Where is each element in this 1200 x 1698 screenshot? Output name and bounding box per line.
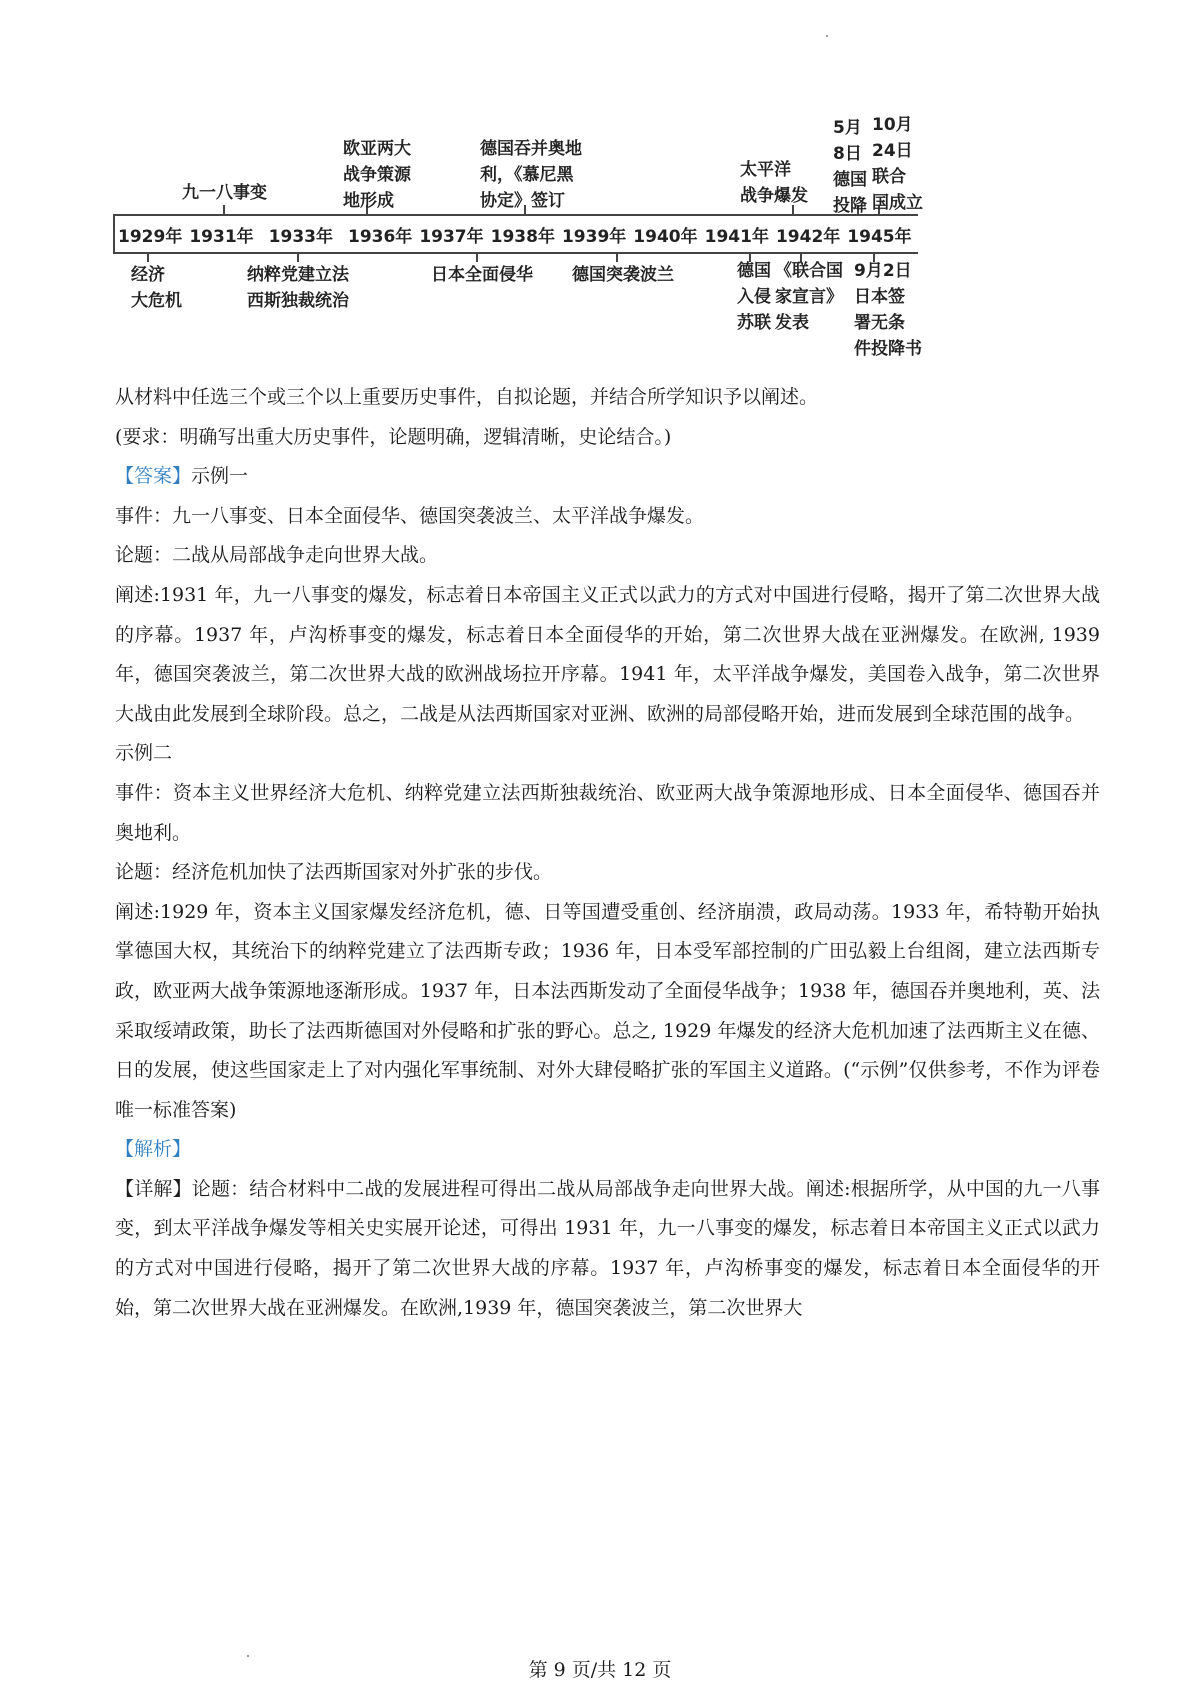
event-label-below: 日本全面侵华 [431,265,533,285]
year-label: 1929年 [118,227,183,247]
event-label-above: 德国吞并奥地 利，《慕尼黑 协定》签订 [480,139,582,211]
year-label: 1937年 [419,227,484,247]
timeline-diagram [0,0,1200,370]
year-label: 1940年 [633,227,698,247]
analysis-detail [115,1170,1100,1328]
example2-events: 事件：资本主义世界经济大危机、纳粹党建立法西斯独裁统治、欧亚两大战争策源地形成、日本全面侵华、德国吞并奥地利。 [115,781,1100,844]
question-prompt: 从材料中任选三个或三个以上重要历史事件，自拟论题，并结合所学知识予以阐述。 [115,386,819,408]
year-label: 1938年 [490,227,555,247]
tick-1929-below [147,252,149,262]
event-label-above: 5月 8日 德国 投降 [833,118,867,216]
event-label-above: 九一八事变 [182,183,267,203]
event-label-below: 德国突袭波兰 [572,265,674,285]
event-label-above: 欧亚两大 战争策源 地形成 [343,139,411,211]
event-label-below: 9月2日 日本签 署无条 件投降书 [854,261,922,359]
tick-1933-below [297,252,299,262]
year-label: 1939年 [561,227,627,247]
tick-1939-below [616,252,618,262]
timeline-years [118,222,938,247]
example2-body: 阐述:1929 年，资本主义国家爆发经济危机，德、日等国遭受重创、经济崩溃，政局动荡。1933 年，希特勒开始执掌德国大权，其统治下的纳粹党建立了法西斯专政；1936 年，日本受军部控制的广田弘毅上台组阁，建立法西斯专政，欧亚两大战争策源地逐渐形成。1937 年，日本法西斯发动了全面侵华战争；1938 年，德国吞并奥地利，英、法采取绥靖政策，助长了法西斯德国对外侵略和扩张的野心。总之, 1929 年爆发的经济大危机加速了法西斯主义在德、日的发展，使这些国家走上了对内强化军事统制、对外大肆侵略扩张的军国主义道路。(“示例”仅供参考，不作为评卷唯一标准答案) [115,900,1100,1121]
event-label-below: 纳粹党建立法 西斯独裁统治 [247,265,349,311]
event-label-below: 德国 入侵 苏联 [737,261,771,333]
year-label: 1933年 [268,227,333,247]
year-label: 1942年 [775,227,841,247]
example2-topic: 论题：经济危机加快了法西斯国家对外扩张的步伐。 [115,861,553,884]
event-label-below: 经济 大危机 [131,265,182,311]
event-label-above: 太平洋 战争爆发 [740,160,808,206]
example1-body: 阐述:1931 年，九一八事变的爆发，标志着日本帝国主义正式以武力的方式对中国进行侵略，揭开了第二次世界大战的序幕。1937 年，卢沟桥事变的爆发，标志着日本全面侵华的开始，第二次世界大战在亚洲爆发。在欧洲, 1939 年，德国突袭波兰，第二次世界大战的欧洲战场拉开序幕。1941 年，太平洋战争爆发，美国卷入战争，第二次世界大战由此发展到全球阶段。总之，二战是从法西斯国家对亚洲、欧洲的局部侵略开始，进而发展到全球范围的战争。 [115,583,1100,725]
question-requirement: (要求：明确写出重大历史事件，论题明确，逻辑清晰，史论结合。) [115,425,672,448]
year-label: 1936年 [347,227,413,247]
event-label-above: 10月 24日 联合 国成立 [872,115,923,213]
year-label: 1941年 [704,227,769,247]
tick-1937-below [476,252,478,262]
event-label-below: 《联合国 家宣言》 发表 [775,261,843,333]
detail-tag: 【详解】 [115,1177,192,1200]
example1-title: 示例一 [191,465,249,488]
analysis-tag: 【解析】 [115,1138,192,1161]
page-number: 第 9 页/共 12 页 [528,1659,672,1681]
tick-1931-above [223,205,225,215]
answer-heading [115,457,1100,497]
example2-title: 示例二 [115,742,173,765]
detail-body: 论题：结合材料中二战的发展进程可得出二战从局部战争走向世界大战。阐述:根据所学，从中国的九一八事变，到太平洋战争爆发等相关史实展开论述，可得出 1931 年，九一八事变的爆发，标志着日本帝国主义正式以武力的方式对中国进行侵略，揭开了第二次世界大战的序幕。1937 年，卢沟桥事变的爆发，标志着日本全面侵华的开始，第二次世界大战在亚洲爆发。在欧洲,1939 年，德国突袭波兰，第二次世界大 [115,1177,1100,1319]
example1-topic: 论题：二战从局部战争走向世界大战。 [115,544,439,567]
document-body [115,378,1100,1328]
year-label: 1945年 [847,227,912,247]
analysis-heading [115,1130,1100,1170]
answer-tag: 【答案】 [115,465,192,488]
year-label: 1931年 [189,227,254,247]
example1-events: 事件：九一八事变、日本全面侵华、德国突袭波兰、太平洋战争爆发。 [115,504,705,527]
